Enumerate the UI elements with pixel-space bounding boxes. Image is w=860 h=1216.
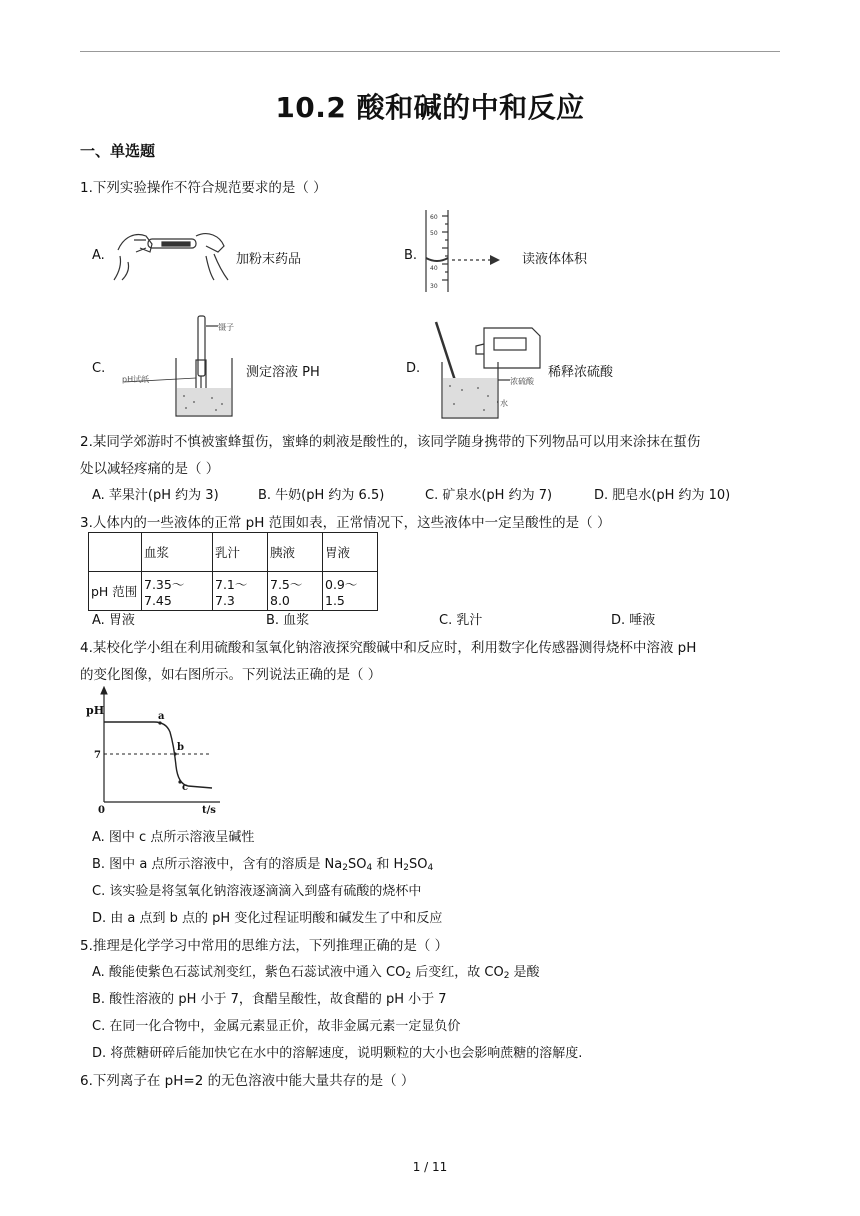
q3-option-a: A. 胃液 <box>92 613 135 628</box>
q3-option-d: D. 唾液 <box>611 613 656 628</box>
section-heading: 一、单选题 <box>80 142 156 160</box>
table-cell <box>89 533 142 572</box>
q2-option-c: C. 矿泉水(pH 约为 7) <box>425 488 553 503</box>
q4-option-b: B. 图中 a 点所示溶液中，含有的溶质是 $Na_2SO_4$ 和 $H_2SO_4$ <box>92 857 434 873</box>
q2-option-a: A. 苹果汁(pH 约为 3) <box>92 488 219 503</box>
svg-text:40: 40 <box>430 265 438 272</box>
graduated-cylinder-figure <box>420 208 510 294</box>
q1-option-b-letter: B. <box>404 248 418 263</box>
svg-text:c: c <box>182 782 189 793</box>
q1-option-d-letter: D. <box>406 361 421 376</box>
svg-text:镊子: 镊子 <box>218 323 234 332</box>
svg-text:50: 50 <box>430 230 438 237</box>
q1-option-d-text: 稀释浓硫酸 <box>548 365 614 380</box>
question-5-stem: 5.推理是化学学习中常用的思维方法，下列推理正确的是（ ） <box>80 938 449 954</box>
svg-text:pH试纸: pH试纸 <box>122 375 150 384</box>
table-cell: 胰液 <box>268 533 323 572</box>
table-cell: 0.9～1.5 <box>323 572 378 611</box>
table-cell: 7.5～8.0 <box>268 572 323 611</box>
ph-test-figure <box>120 312 242 420</box>
q4-option-c: C. 该实验是将氢氧化钠溶液逐滴滴入到盛有硫酸的烧杯中 <box>92 884 422 899</box>
page-number: 1 / 11 <box>412 1160 448 1174</box>
q1-option-a-text: 加粉末药品 <box>236 252 302 267</box>
powder-test-tube-figure <box>110 222 232 282</box>
ph-range-table <box>88 532 378 611</box>
q1-option-a-letter: A. <box>92 248 105 263</box>
q4-option-d: D. 由 a 点到 b 点的 pH 变化过程证明酸和碱发生了中和反应 <box>92 911 443 926</box>
q5-option-a: A. 酸能使紫色石蕊试剂变红，紫色石蕊试液中通入 $CO_2$ 后变红，故 $CO_2$ 是酸 <box>92 965 540 981</box>
table-cell: 乳汁 <box>213 533 268 572</box>
table-cell: 7.1～7.3 <box>213 572 268 611</box>
page-title: 10.2 酸和碱的中和反应 <box>275 91 585 124</box>
question-4-stem-line2: 的变化图像，如右图所示。下列说法正确的是（ ） <box>80 667 382 683</box>
q2-option-d: D. 肥皂水(pH 约为 10) <box>594 488 731 503</box>
table-cell: 7.35～7.45 <box>142 572 213 611</box>
q5-option-d: D. 将蔗糖研碎后能加快它在水中的溶解速度，说明颗粒的大小也会影响蔗糖的溶解度. <box>92 1046 583 1061</box>
question-3-stem: 3.人体内的一些液体的正常 pH 范围如表，正常情况下，这些液体中一定呈酸性的是（ ） <box>80 515 611 531</box>
q4-option-a: A. 图中 c 点所示溶液呈碱性 <box>92 830 255 845</box>
q5-option-b: B. 酸性溶液的 pH 小于 7，食醋呈酸性，故食醋的 pH 小于 7 <box>92 992 447 1007</box>
svg-text:0: 0 <box>98 805 105 816</box>
question-6-stem: 6.下列离子在 pH=2 的无色溶液中能大量共存的是（ ） <box>80 1073 415 1089</box>
q5-option-c: C. 在同一化合物中，金属元素显正价，故非金属元素一定显负价 <box>92 1019 461 1034</box>
svg-text:60: 60 <box>430 214 438 221</box>
q1-option-c-text: 测定溶液 PH <box>246 365 320 380</box>
ph-curve-graph <box>84 686 234 820</box>
table-header-row <box>89 533 378 572</box>
q3-option-c: C. 乳汁 <box>439 613 483 628</box>
q1-option-c-letter: C. <box>92 361 106 376</box>
q1-option-b-text: 读液体体积 <box>522 252 588 267</box>
q3-option-b: B. 血浆 <box>266 613 310 628</box>
question-2-stem-line1: 2.某同学郊游时不慎被蜜蜂蜇伤，蜜蜂的刺液是酸性的，该同学随身携带的下列物品可以用来涂抹在蜇伤 <box>80 434 701 450</box>
table-cell: pH 范围 <box>89 572 142 611</box>
svg-text:a: a <box>158 711 165 722</box>
svg-text:pH: pH <box>86 704 105 717</box>
question-1-stem: 1.下列实验操作不符合规范要求的是（ ） <box>80 180 327 196</box>
svg-text:30: 30 <box>430 283 438 290</box>
svg-text:水: 水 <box>500 399 508 408</box>
table-row <box>89 572 378 611</box>
svg-text:t/s: t/s <box>202 805 216 816</box>
header-rule <box>80 51 780 52</box>
table-cell: 胃液 <box>323 533 378 572</box>
table-cell: 血浆 <box>142 533 213 572</box>
q2-option-b: B. 牛奶(pH 约为 6.5) <box>258 488 385 503</box>
svg-text:浓硫酸: 浓硫酸 <box>510 377 534 386</box>
dilute-sulfuric-acid-figure <box>428 318 548 422</box>
svg-text:b: b <box>177 742 184 753</box>
question-4-stem-line1: 4.某校化学小组在利用硫酸和氢氧化钠溶液探究酸碱中和反应时，利用数字化传感器测得烧杯中溶液 pH <box>80 640 697 656</box>
question-2-stem-line2: 处以减轻疼痛的是（ ） <box>80 461 220 477</box>
svg-text:7: 7 <box>94 750 101 761</box>
